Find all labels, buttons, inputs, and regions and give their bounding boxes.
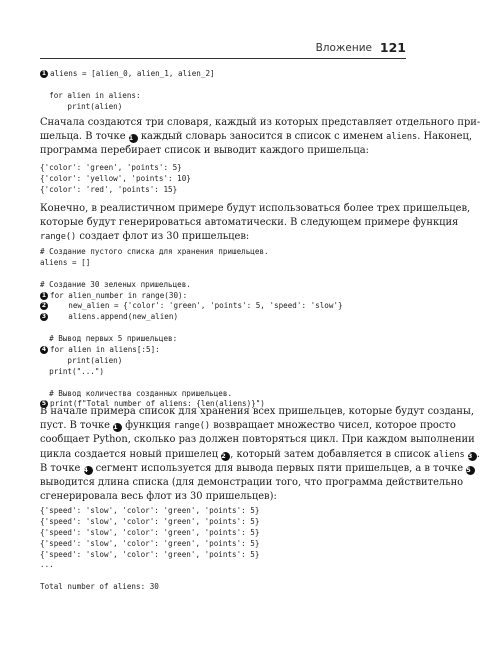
text-line — [40, 230, 410, 244]
text-line — [40, 130, 472, 144]
paragraph-aliens-list — [40, 116, 480, 159]
text-line: выводится длина списка (для демонстрации того, что программа действительно — [40, 477, 464, 489]
callout-marker-icon: 4 — [41, 346, 47, 354]
callout-marker-icon: 1 — [129, 134, 138, 143]
callout-marker-icon: 4 — [84, 466, 93, 475]
text-line: сгенерировала весь флот из 30 пришельцев): — [40, 491, 277, 503]
text-line: Сначала создаются три словаря, каждый из которых представляет отдельного при- — [40, 117, 480, 128]
code-text: print(alien) — [40, 355, 123, 365]
code-text: # Вывод первых 5 пришельцев: — [40, 334, 178, 344]
text-line — [40, 448, 480, 462]
code-text: for alien_number in range(30): — [50, 290, 188, 300]
code-text: print(alien) — [40, 101, 123, 111]
text-run: пуст. В точке — [40, 420, 114, 432]
code-text: {'speed': 'slow', 'color': 'green', 'points': 5} — [40, 506, 260, 515]
callout-marker-icon: 1 — [41, 291, 47, 299]
text-line: Конечно, в реалистичном примере будут использоваться более трех пришельцев, — [40, 203, 471, 214]
code-text: {'color': 'yellow', 'points': 10} — [40, 173, 191, 183]
code-text: aliens = [] — [40, 257, 91, 267]
callout-marker-icon: 1 — [113, 423, 122, 432]
callout-marker-icon: 2 — [41, 302, 47, 310]
callout-marker-icon: 3 — [468, 452, 477, 461]
code-text: ... — [40, 560, 54, 570]
text-line — [40, 419, 456, 433]
code-text: print("...") — [40, 366, 105, 376]
code-text: # Вывод количества созданных пришельцев. — [40, 388, 233, 398]
code-text: Total number of aliens: 30 — [40, 582, 159, 592]
text-line: программа перебирает список и выводит каждого пришельца: — [40, 145, 369, 157]
paragraph-range-intro — [40, 202, 471, 245]
code-text: # Создание пустого списка для хранения пришельцев. — [40, 247, 269, 256]
text-line: которые будут генерироваться автоматически. В следующем примере функция — [40, 217, 459, 229]
code-text: for alien in aliens: — [40, 90, 141, 100]
code-text: for alien in aliens[:5]: — [50, 345, 160, 355]
inline-code: range() — [40, 232, 77, 243]
text-run: каждый словарь заносится в список с именем — [137, 131, 387, 143]
code-text: print(f"Total number of aliens: {len(aliens)}") — [50, 399, 265, 409]
callout-marker-icon: 2 — [221, 452, 230, 461]
running-header — [40, 38, 406, 59]
code-text: # Создание 30 зеленых пришельцев. — [40, 279, 191, 289]
inline-code: aliens — [433, 449, 465, 460]
paragraph-fleet-explanation — [40, 405, 480, 504]
code-text: {'speed': 'slow', 'color': 'green', 'points': 5} — [40, 538, 260, 548]
inline-code: aliens — [386, 132, 418, 143]
text-run: В точке — [40, 462, 84, 474]
text-line: В начале примера список для хранения всех пришельцев, которые будут созданы, — [40, 406, 475, 417]
inline-code: range() — [173, 421, 211, 432]
callout-marker-icon: 1 — [41, 70, 47, 77]
code-text: new_alien = {'color': 'green', 'points': 5, 'speed': 'slow'} — [50, 301, 343, 311]
text-run: шельца. В точке — [40, 131, 129, 143]
code-text: aliens.append(new_alien) — [50, 312, 179, 322]
code-text: {'color': 'red', 'points': 15} — [40, 184, 178, 194]
page-number: 121 — [379, 40, 406, 55]
text-run: возвращает множество чисел, которое просто — [210, 420, 456, 432]
callout-marker-icon: 5 — [41, 400, 47, 408]
text-run: цикла создается новый пришелец — [40, 448, 222, 460]
text-run: функция — [122, 420, 174, 432]
text-line — [40, 462, 471, 476]
section-title: Вложение — [315, 42, 372, 54]
text-run: . — [476, 448, 480, 460]
code-text: {'speed': 'slow', 'color': 'green', 'points': 5} — [40, 527, 260, 537]
code-text: {'speed': 'slow', 'color': 'green', 'points': 5} — [40, 549, 260, 559]
text-run: . Наконец, — [417, 131, 472, 143]
callout-marker-icon: 3 — [41, 313, 47, 321]
code-text: aliens = [alien_0, alien_1, alien_2] — [50, 69, 215, 78]
code-text: {'speed': 'slow', 'color': 'green', 'points': 5} — [40, 516, 260, 526]
callout-marker-icon: 5 — [466, 466, 475, 475]
text-run: сегмент используется для вывода первых пяти пришельцев, а в точке — [92, 462, 467, 474]
text-run: создает флот из 30 пришельцев: — [76, 231, 250, 243]
code-text: {'color': 'green', 'points': 5} — [40, 163, 182, 172]
text-run: , который затем добавляется в список — [230, 448, 434, 460]
text-line: сообщает Python, сколько раз должен повторяться цикл. При каждом выполнении — [40, 434, 475, 446]
